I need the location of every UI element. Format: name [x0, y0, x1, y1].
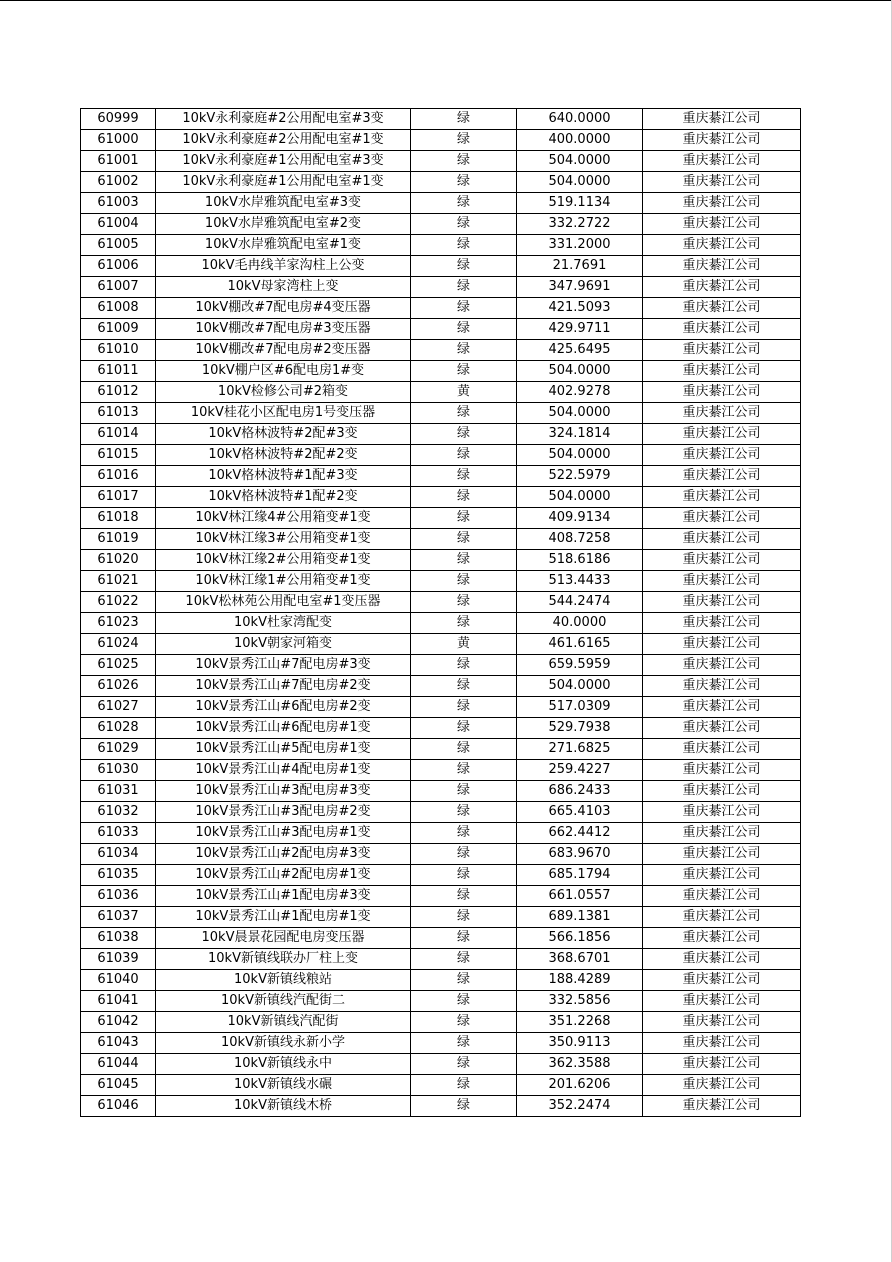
row-id-cell: 61039: [81, 949, 156, 970]
table-row: [81, 634, 801, 655]
transformer-name-cell: 10kV新镇线水碾: [156, 1075, 411, 1096]
load-value-cell: 504.0000: [517, 361, 643, 382]
transformer-name-cell: 10kV杜家湾配变: [156, 613, 411, 634]
load-value-cell: 686.2433: [517, 781, 643, 802]
transformer-name-cell: 10kV景秀江山#7配电房#3变: [156, 655, 411, 676]
table-row: [81, 676, 801, 697]
table-row: [81, 886, 801, 907]
row-id-cell: 61041: [81, 991, 156, 1012]
table-row: [81, 991, 801, 1012]
table-row: [81, 802, 801, 823]
load-value-cell: 504.0000: [517, 403, 643, 424]
status-color-cell: 绿: [411, 655, 517, 676]
company-cell: 重庆綦江公司: [643, 844, 801, 865]
table-row: [81, 130, 801, 151]
status-color-cell: 绿: [411, 823, 517, 844]
row-id-cell: 61021: [81, 571, 156, 592]
transformer-name-cell: 10kV新镇线木桥: [156, 1096, 411, 1117]
status-color-cell: 绿: [411, 1054, 517, 1075]
table-row: [81, 109, 801, 130]
table-row: [81, 445, 801, 466]
row-id-cell: 61043: [81, 1033, 156, 1054]
company-cell: 重庆綦江公司: [643, 172, 801, 193]
status-color-cell: 绿: [411, 613, 517, 634]
company-cell: 重庆綦江公司: [643, 403, 801, 424]
status-color-cell: 绿: [411, 109, 517, 130]
status-color-cell: 绿: [411, 718, 517, 739]
table-row: [81, 592, 801, 613]
status-color-cell: 绿: [411, 424, 517, 445]
status-color-cell: 绿: [411, 865, 517, 886]
transformer-name-cell: 10kV新镇线永中: [156, 1054, 411, 1075]
status-color-cell: 绿: [411, 592, 517, 613]
load-value-cell: 400.0000: [517, 130, 643, 151]
table-row: [81, 298, 801, 319]
status-color-cell: 绿: [411, 1096, 517, 1117]
status-color-cell: 绿: [411, 319, 517, 340]
company-cell: 重庆綦江公司: [643, 676, 801, 697]
load-value-cell: 504.0000: [517, 487, 643, 508]
company-cell: 重庆綦江公司: [643, 109, 801, 130]
table-row: [81, 907, 801, 928]
row-id-cell: 61019: [81, 529, 156, 550]
transformer-name-cell: 10kV格林波特#2配#2变: [156, 445, 411, 466]
transformer-name-cell: 10kV景秀江山#2配电房#3变: [156, 844, 411, 865]
status-color-cell: 绿: [411, 907, 517, 928]
company-cell: 重庆綦江公司: [643, 970, 801, 991]
transformer-name-cell: 10kV棚改#7配电房#4变压器: [156, 298, 411, 319]
status-color-cell: 绿: [411, 508, 517, 529]
status-color-cell: 绿: [411, 571, 517, 592]
load-value-cell: 347.9691: [517, 277, 643, 298]
status-color-cell: 绿: [411, 928, 517, 949]
transformer-name-cell: 10kV景秀江山#6配电房#2变: [156, 697, 411, 718]
company-cell: 重庆綦江公司: [643, 571, 801, 592]
company-cell: 重庆綦江公司: [643, 214, 801, 235]
transformer-name-cell: 10kV景秀江山#1配电房#3变: [156, 886, 411, 907]
transformer-name-cell: 10kV永利豪庭#2公用配电室#1变: [156, 130, 411, 151]
load-value-cell: 683.9670: [517, 844, 643, 865]
company-cell: 重庆綦江公司: [643, 193, 801, 214]
table-row: [81, 403, 801, 424]
company-cell: 重庆綦江公司: [643, 613, 801, 634]
row-id-cell: 61002: [81, 172, 156, 193]
status-color-cell: 绿: [411, 739, 517, 760]
status-color-cell: 绿: [411, 487, 517, 508]
company-cell: 重庆綦江公司: [643, 529, 801, 550]
row-id-cell: 61030: [81, 760, 156, 781]
company-cell: 重庆綦江公司: [643, 277, 801, 298]
row-id-cell: 61007: [81, 277, 156, 298]
row-id-cell: 61017: [81, 487, 156, 508]
row-id-cell: 61031: [81, 781, 156, 802]
table-row: [81, 1054, 801, 1075]
table-body: [81, 109, 801, 1117]
table-row: [81, 193, 801, 214]
company-cell: 重庆綦江公司: [643, 235, 801, 256]
row-id-cell: 61044: [81, 1054, 156, 1075]
status-color-cell: 绿: [411, 403, 517, 424]
table-row: [81, 361, 801, 382]
table-row: [81, 844, 801, 865]
load-value-cell: 350.9113: [517, 1033, 643, 1054]
transformer-name-cell: 10kV新镇线永新小学: [156, 1033, 411, 1054]
load-value-cell: 331.2000: [517, 235, 643, 256]
row-id-cell: 61012: [81, 382, 156, 403]
table-row: [81, 865, 801, 886]
load-value-cell: 513.4433: [517, 571, 643, 592]
load-value-cell: 522.5979: [517, 466, 643, 487]
row-id-cell: 61009: [81, 319, 156, 340]
status-color-cell: 绿: [411, 466, 517, 487]
transformer-name-cell: 10kV棚改#7配电房#3变压器: [156, 319, 411, 340]
table-row: [81, 424, 801, 445]
company-cell: 重庆綦江公司: [643, 907, 801, 928]
table-row: [81, 214, 801, 235]
status-color-cell: 绿: [411, 949, 517, 970]
status-color-cell: 绿: [411, 235, 517, 256]
row-id-cell: 61026: [81, 676, 156, 697]
load-value-cell: 21.7691: [517, 256, 643, 277]
transformer-name-cell: 10kV景秀江山#6配电房#1变: [156, 718, 411, 739]
page-top-rule: [0, 0, 892, 1]
row-id-cell: 60999: [81, 109, 156, 130]
company-cell: 重庆綦江公司: [643, 886, 801, 907]
company-cell: 重庆綦江公司: [643, 697, 801, 718]
company-cell: 重庆綦江公司: [643, 592, 801, 613]
company-cell: 重庆綦江公司: [643, 487, 801, 508]
company-cell: 重庆綦江公司: [643, 382, 801, 403]
row-id-cell: 61035: [81, 865, 156, 886]
load-value-cell: 504.0000: [517, 151, 643, 172]
transformer-name-cell: 10kV晨景花园配电房变压器: [156, 928, 411, 949]
load-value-cell: 368.6701: [517, 949, 643, 970]
load-value-cell: 259.4227: [517, 760, 643, 781]
row-id-cell: 61029: [81, 739, 156, 760]
status-color-cell: 绿: [411, 151, 517, 172]
company-cell: 重庆綦江公司: [643, 760, 801, 781]
load-value-cell: 517.0309: [517, 697, 643, 718]
row-id-cell: 61000: [81, 130, 156, 151]
load-value-cell: 566.1856: [517, 928, 643, 949]
load-value-cell: 504.0000: [517, 676, 643, 697]
load-value-cell: 362.3588: [517, 1054, 643, 1075]
transformer-name-cell: 10kV景秀江山#2配电房#1变: [156, 865, 411, 886]
table-row: [81, 1096, 801, 1117]
row-id-cell: 61005: [81, 235, 156, 256]
load-value-cell: 408.7258: [517, 529, 643, 550]
status-color-cell: 绿: [411, 193, 517, 214]
table-row: [81, 508, 801, 529]
row-id-cell: 61020: [81, 550, 156, 571]
load-value-cell: 271.6825: [517, 739, 643, 760]
company-cell: 重庆綦江公司: [643, 424, 801, 445]
company-cell: 重庆綦江公司: [643, 298, 801, 319]
table-row: [81, 781, 801, 802]
transformer-name-cell: 10kV林江缘3#公用箱变#1变: [156, 529, 411, 550]
status-color-cell: 绿: [411, 361, 517, 382]
company-cell: 重庆綦江公司: [643, 739, 801, 760]
table-row: [81, 571, 801, 592]
transformer-table: [80, 108, 801, 1117]
load-value-cell: 351.2268: [517, 1012, 643, 1033]
status-color-cell: 绿: [411, 550, 517, 571]
transformer-name-cell: 10kV格林波特#1配#2变: [156, 487, 411, 508]
row-id-cell: 61027: [81, 697, 156, 718]
transformer-name-cell: 10kV母家湾柱上变: [156, 277, 411, 298]
transformer-name-cell: 10kV林江缘1#公用箱变#1变: [156, 571, 411, 592]
table-row: [81, 277, 801, 298]
load-value-cell: 659.5959: [517, 655, 643, 676]
table-row: [81, 466, 801, 487]
transformer-name-cell: 10kV棚改#7配电房#2变压器: [156, 340, 411, 361]
company-cell: 重庆綦江公司: [643, 466, 801, 487]
company-cell: 重庆綦江公司: [643, 1012, 801, 1033]
transformer-name-cell: 10kV水岸雅筑配电室#2变: [156, 214, 411, 235]
row-id-cell: 61046: [81, 1096, 156, 1117]
row-id-cell: 61016: [81, 466, 156, 487]
status-color-cell: 绿: [411, 1012, 517, 1033]
company-cell: 重庆綦江公司: [643, 928, 801, 949]
table-row: [81, 319, 801, 340]
transformer-name-cell: 10kV景秀江山#3配电房#1变: [156, 823, 411, 844]
load-value-cell: 504.0000: [517, 172, 643, 193]
status-color-cell: 黄: [411, 634, 517, 655]
load-value-cell: 544.2474: [517, 592, 643, 613]
company-cell: 重庆綦江公司: [643, 1075, 801, 1096]
transformer-name-cell: 10kV格林波特#1配#3变: [156, 466, 411, 487]
table-row: [81, 382, 801, 403]
row-id-cell: 61037: [81, 907, 156, 928]
table-row: [81, 697, 801, 718]
company-cell: 重庆綦江公司: [643, 781, 801, 802]
transformer-name-cell: 10kV朝家河箱变: [156, 634, 411, 655]
status-color-cell: 绿: [411, 277, 517, 298]
load-value-cell: 324.1814: [517, 424, 643, 445]
status-color-cell: 绿: [411, 781, 517, 802]
transformer-name-cell: 10kV永利豪庭#1公用配电室#3变: [156, 151, 411, 172]
company-cell: 重庆綦江公司: [643, 508, 801, 529]
transformer-name-cell: 10kV景秀江山#3配电房#3变: [156, 781, 411, 802]
status-color-cell: 绿: [411, 340, 517, 361]
transformer-name-cell: 10kV景秀江山#1配电房#1变: [156, 907, 411, 928]
status-color-cell: 绿: [411, 844, 517, 865]
company-cell: 重庆綦江公司: [643, 991, 801, 1012]
table-row: [81, 928, 801, 949]
row-id-cell: 61024: [81, 634, 156, 655]
company-cell: 重庆綦江公司: [643, 256, 801, 277]
row-id-cell: 61034: [81, 844, 156, 865]
transformer-name-cell: 10kV永利豪庭#1公用配电室#1变: [156, 172, 411, 193]
table-row: [81, 1033, 801, 1054]
status-color-cell: 绿: [411, 760, 517, 781]
status-color-cell: 绿: [411, 970, 517, 991]
status-color-cell: 绿: [411, 676, 517, 697]
transformer-name-cell: 10kV格林波特#2配#3变: [156, 424, 411, 445]
transformer-name-cell: 10kV检修公司#2箱变: [156, 382, 411, 403]
load-value-cell: 685.1794: [517, 865, 643, 886]
load-value-cell: 689.1381: [517, 907, 643, 928]
company-cell: 重庆綦江公司: [643, 949, 801, 970]
status-color-cell: 绿: [411, 802, 517, 823]
load-value-cell: 640.0000: [517, 109, 643, 130]
row-id-cell: 61033: [81, 823, 156, 844]
status-color-cell: 绿: [411, 529, 517, 550]
row-id-cell: 61011: [81, 361, 156, 382]
row-id-cell: 61014: [81, 424, 156, 445]
row-id-cell: 61022: [81, 592, 156, 613]
row-id-cell: 61038: [81, 928, 156, 949]
row-id-cell: 61015: [81, 445, 156, 466]
transformer-name-cell: 10kV林江缘2#公用箱变#1变: [156, 550, 411, 571]
load-value-cell: 352.2474: [517, 1096, 643, 1117]
table-row: [81, 613, 801, 634]
load-value-cell: 518.6186: [517, 550, 643, 571]
transformer-name-cell: 10kV毛冉线羊家沟柱上公变: [156, 256, 411, 277]
company-cell: 重庆綦江公司: [643, 718, 801, 739]
company-cell: 重庆綦江公司: [643, 319, 801, 340]
row-id-cell: 61010: [81, 340, 156, 361]
transformer-name-cell: 10kV新镇线粮站: [156, 970, 411, 991]
load-value-cell: 332.2722: [517, 214, 643, 235]
status-color-cell: 绿: [411, 298, 517, 319]
load-value-cell: 429.9711: [517, 319, 643, 340]
row-id-cell: 61028: [81, 718, 156, 739]
row-id-cell: 61006: [81, 256, 156, 277]
table-row: [81, 760, 801, 781]
transformer-name-cell: 10kV棚户区#6配电房1#变: [156, 361, 411, 382]
table-row: [81, 529, 801, 550]
company-cell: 重庆綦江公司: [643, 823, 801, 844]
row-id-cell: 61008: [81, 298, 156, 319]
load-value-cell: 461.6165: [517, 634, 643, 655]
transformer-name-cell: 10kV永利豪庭#2公用配电室#3变: [156, 109, 411, 130]
table-row: [81, 718, 801, 739]
load-value-cell: 188.4289: [517, 970, 643, 991]
status-color-cell: 绿: [411, 214, 517, 235]
table-row: [81, 1075, 801, 1096]
company-cell: 重庆綦江公司: [643, 1096, 801, 1117]
table-row: [81, 487, 801, 508]
status-color-cell: 绿: [411, 445, 517, 466]
transformer-name-cell: 10kV水岸雅筑配电室#3变: [156, 193, 411, 214]
table-row: [81, 739, 801, 760]
table-row: [81, 340, 801, 361]
row-id-cell: 61023: [81, 613, 156, 634]
load-value-cell: 529.7938: [517, 718, 643, 739]
load-value-cell: 409.9134: [517, 508, 643, 529]
company-cell: 重庆綦江公司: [643, 802, 801, 823]
load-value-cell: 40.0000: [517, 613, 643, 634]
load-value-cell: 504.0000: [517, 445, 643, 466]
status-color-cell: 绿: [411, 256, 517, 277]
company-cell: 重庆綦江公司: [643, 865, 801, 886]
table-row: [81, 823, 801, 844]
row-id-cell: 61013: [81, 403, 156, 424]
status-color-cell: 绿: [411, 886, 517, 907]
transformer-name-cell: 10kV新镇线汽配街二: [156, 991, 411, 1012]
status-color-cell: 绿: [411, 172, 517, 193]
company-cell: 重庆綦江公司: [643, 361, 801, 382]
table-row: [81, 1012, 801, 1033]
row-id-cell: 61004: [81, 214, 156, 235]
load-value-cell: 421.5093: [517, 298, 643, 319]
row-id-cell: 61042: [81, 1012, 156, 1033]
company-cell: 重庆綦江公司: [643, 340, 801, 361]
status-color-cell: 绿: [411, 1075, 517, 1096]
status-color-cell: 绿: [411, 991, 517, 1012]
table-row: [81, 256, 801, 277]
company-cell: 重庆綦江公司: [643, 655, 801, 676]
load-value-cell: 519.1134: [517, 193, 643, 214]
row-id-cell: 61040: [81, 970, 156, 991]
table-row: [81, 970, 801, 991]
load-value-cell: 201.6206: [517, 1075, 643, 1096]
transformer-name-cell: 10kV景秀江山#7配电房#2变: [156, 676, 411, 697]
table-row: [81, 550, 801, 571]
table-row: [81, 151, 801, 172]
transformer-name-cell: 10kV林江缘4#公用箱变#1变: [156, 508, 411, 529]
company-cell: 重庆綦江公司: [643, 130, 801, 151]
row-id-cell: 61025: [81, 655, 156, 676]
transformer-name-cell: 10kV桂花小区配电房1号变压器: [156, 403, 411, 424]
transformer-name-cell: 10kV景秀江山#5配电房#1变: [156, 739, 411, 760]
row-id-cell: 61032: [81, 802, 156, 823]
transformer-name-cell: 10kV水岸雅筑配电室#1变: [156, 235, 411, 256]
load-value-cell: 332.5856: [517, 991, 643, 1012]
row-id-cell: 61003: [81, 193, 156, 214]
company-cell: 重庆綦江公司: [643, 445, 801, 466]
company-cell: 重庆綦江公司: [643, 1054, 801, 1075]
row-id-cell: 61036: [81, 886, 156, 907]
status-color-cell: 绿: [411, 130, 517, 151]
status-color-cell: 绿: [411, 1033, 517, 1054]
company-cell: 重庆綦江公司: [643, 550, 801, 571]
load-value-cell: 425.6495: [517, 340, 643, 361]
transformer-name-cell: 10kV景秀江山#3配电房#2变: [156, 802, 411, 823]
transformer-name-cell: 10kV新镇线联办厂柱上变: [156, 949, 411, 970]
table-row: [81, 235, 801, 256]
status-color-cell: 绿: [411, 697, 517, 718]
table-row: [81, 949, 801, 970]
company-cell: 重庆綦江公司: [643, 151, 801, 172]
load-value-cell: 661.0557: [517, 886, 643, 907]
company-cell: 重庆綦江公司: [643, 634, 801, 655]
row-id-cell: 61001: [81, 151, 156, 172]
transformer-name-cell: 10kV景秀江山#4配电房#1变: [156, 760, 411, 781]
transformer-name-cell: 10kV松林苑公用配电室#1变压器: [156, 592, 411, 613]
load-value-cell: 665.4103: [517, 802, 643, 823]
row-id-cell: 61018: [81, 508, 156, 529]
row-id-cell: 61045: [81, 1075, 156, 1096]
company-cell: 重庆綦江公司: [643, 1033, 801, 1054]
load-value-cell: 402.9278: [517, 382, 643, 403]
table-row: [81, 172, 801, 193]
load-value-cell: 662.4412: [517, 823, 643, 844]
transformer-name-cell: 10kV新镇线汽配街: [156, 1012, 411, 1033]
table-row: [81, 655, 801, 676]
status-color-cell: 黄: [411, 382, 517, 403]
